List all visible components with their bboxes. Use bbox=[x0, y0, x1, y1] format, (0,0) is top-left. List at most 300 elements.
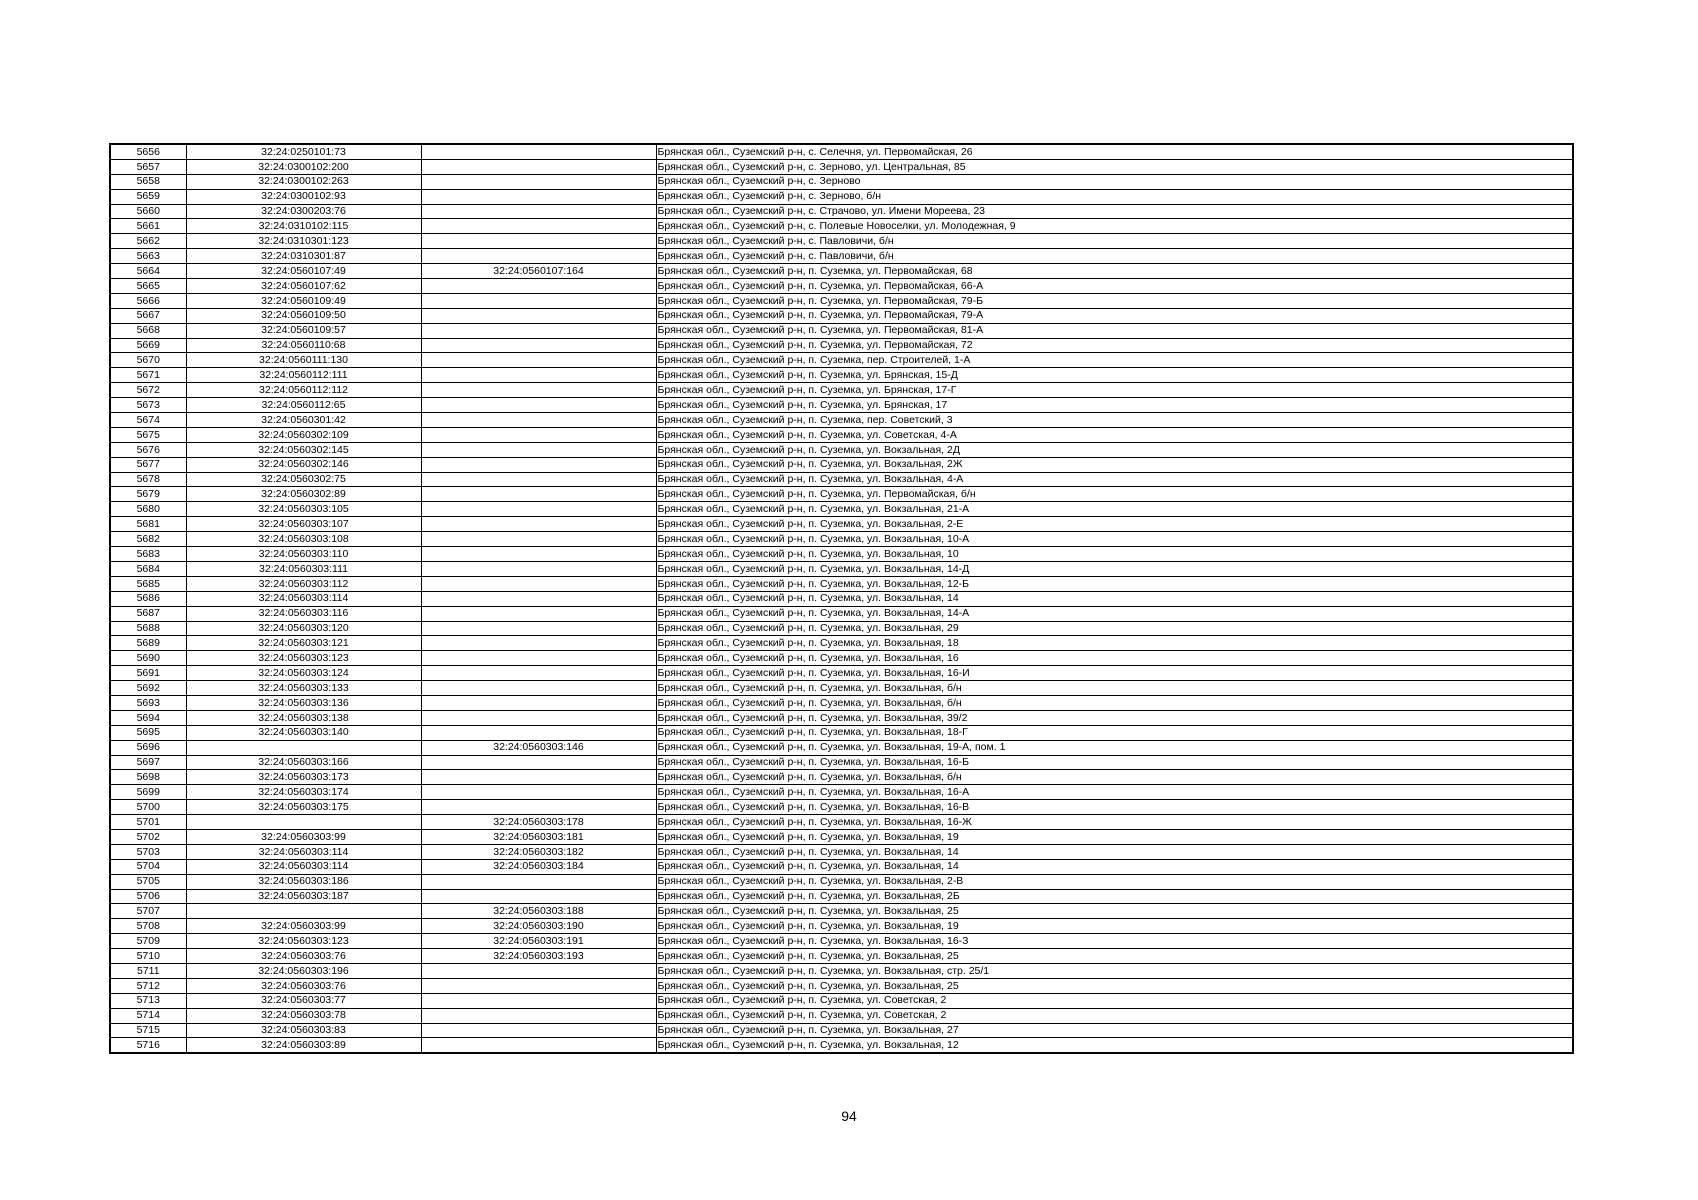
linked-cadastral-number-cell: 32:24:0560303:146 bbox=[421, 740, 656, 755]
row-number-cell: 5678 bbox=[110, 472, 186, 487]
linked-cadastral-number-cell bbox=[421, 517, 656, 532]
cadastral-number-cell: 32:24:0560303:83 bbox=[186, 1023, 421, 1038]
address-cell: Брянская обл., Суземский р-н, п. Суземка, ул. Вокзальная, 29 bbox=[656, 621, 1573, 636]
cadastral-number-cell: 32:24:0560112:112 bbox=[186, 383, 421, 398]
cadastral-number-cell: 32:24:0560111:130 bbox=[186, 353, 421, 368]
address-cell: Брянская обл., Суземский р-н, п. Суземка, ул. Вокзальная, 12-Б bbox=[656, 576, 1573, 591]
address-cell: Брянская обл., Суземский р-н, п. Суземка, ул. Вокзальная, 16-З bbox=[656, 934, 1573, 949]
row-number-cell: 5697 bbox=[110, 755, 186, 770]
cadastral-number-cell: 32:24:0310301:87 bbox=[186, 249, 421, 264]
cadastral-number-cell: 32:24:0560303:133 bbox=[186, 681, 421, 696]
registry-table bbox=[109, 143, 1574, 1054]
table-row bbox=[110, 1023, 1573, 1038]
cadastral-number-cell: 32:24:0560303:78 bbox=[186, 1008, 421, 1023]
address-cell: Брянская обл., Суземский р-н, п. Суземка, пер. Строителей, 1-А bbox=[656, 353, 1573, 368]
linked-cadastral-number-cell bbox=[421, 219, 656, 234]
row-number-cell: 5712 bbox=[110, 978, 186, 993]
address-cell: Брянская обл., Суземский р-н, п. Суземка, ул. Вокзальная, 16-А bbox=[656, 785, 1573, 800]
linked-cadastral-number-cell bbox=[421, 695, 656, 710]
cadastral-number-cell bbox=[186, 904, 421, 919]
linked-cadastral-number-cell bbox=[421, 457, 656, 472]
linked-cadastral-number-cell bbox=[421, 532, 656, 547]
table-row bbox=[110, 561, 1573, 576]
linked-cadastral-number-cell bbox=[421, 963, 656, 978]
row-number-cell: 5701 bbox=[110, 815, 186, 830]
address-cell: Брянская обл., Суземский р-н, п. Суземка, пер. Советский, 3 bbox=[656, 413, 1573, 428]
address-cell: Брянская обл., Суземский р-н, п. Суземка, ул. Первомайская, б/н bbox=[656, 487, 1573, 502]
address-cell: Брянская обл., Суземский р-н, п. Суземка, ул. Вокзальная, 19 bbox=[656, 919, 1573, 934]
address-cell: Брянская обл., Суземский р-н, п. Суземка, ул. Вокзальная, стр. 25/1 bbox=[656, 963, 1573, 978]
table-row bbox=[110, 844, 1573, 859]
address-cell: Брянская обл., Суземский р-н, с. Зерново, б/н bbox=[656, 189, 1573, 204]
row-number-cell: 5709 bbox=[110, 934, 186, 949]
address-cell: Брянская обл., Суземский р-н, с. Зерново, ул. Центральная, 85 bbox=[656, 159, 1573, 174]
address-cell: Брянская обл., Суземский р-н, п. Суземка, ул. Вокзальная, 16-Ж bbox=[656, 815, 1573, 830]
linked-cadastral-number-cell: 32:24:0560303:184 bbox=[421, 859, 656, 874]
address-cell: Брянская обл., Суземский р-н, п. Суземка, ул. Вокзальная, 16-В bbox=[656, 800, 1573, 815]
address-cell: Брянская обл., Суземский р-н, с. Селечня, ул. Первомайская, 26 bbox=[656, 144, 1573, 159]
linked-cadastral-number-cell bbox=[421, 606, 656, 621]
table-row bbox=[110, 547, 1573, 562]
table-row bbox=[110, 576, 1573, 591]
table-row bbox=[110, 963, 1573, 978]
address-cell: Брянская обл., Суземский р-н, с. Полевые Новоселки, ул. Молодежная, 9 bbox=[656, 219, 1573, 234]
address-cell: Брянская обл., Суземский р-н, с. Павловичи, б/н bbox=[656, 234, 1573, 249]
linked-cadastral-number-cell bbox=[421, 978, 656, 993]
cadastral-number-cell: 32:24:0560303:76 bbox=[186, 978, 421, 993]
linked-cadastral-number-cell bbox=[421, 338, 656, 353]
linked-cadastral-number-cell bbox=[421, 413, 656, 428]
cadastral-number-cell: 32:24:0560303:112 bbox=[186, 576, 421, 591]
cadastral-number-cell: 32:24:0560303:136 bbox=[186, 695, 421, 710]
row-number-cell: 5665 bbox=[110, 279, 186, 294]
linked-cadastral-number-cell bbox=[421, 204, 656, 219]
cadastral-number-cell: 32:24:0560303:76 bbox=[186, 949, 421, 964]
row-number-cell: 5714 bbox=[110, 1008, 186, 1023]
table-row bbox=[110, 323, 1573, 338]
table-row bbox=[110, 368, 1573, 383]
row-number-cell: 5677 bbox=[110, 457, 186, 472]
table-row bbox=[110, 725, 1573, 740]
table-row bbox=[110, 681, 1573, 696]
cadastral-number-cell: 32:24:0560303:123 bbox=[186, 934, 421, 949]
table-row bbox=[110, 710, 1573, 725]
address-cell: Брянская обл., Суземский р-н, п. Суземка, ул. Вокзальная, б/н bbox=[656, 770, 1573, 785]
address-cell: Брянская обл., Суземский р-н, с. Павловичи, б/н bbox=[656, 249, 1573, 264]
row-number-cell: 5674 bbox=[110, 413, 186, 428]
table-row bbox=[110, 442, 1573, 457]
address-cell: Брянская обл., Суземский р-н, с. Зерново bbox=[656, 174, 1573, 189]
row-number-cell: 5710 bbox=[110, 949, 186, 964]
address-cell: Брянская обл., Суземский р-н, п. Суземка, ул. Советская, 2 bbox=[656, 1008, 1573, 1023]
row-number-cell: 5671 bbox=[110, 368, 186, 383]
table-row bbox=[110, 189, 1573, 204]
address-cell: Брянская обл., Суземский р-н, п. Суземка, ул. Вокзальная, 27 bbox=[656, 1023, 1573, 1038]
linked-cadastral-number-cell bbox=[421, 144, 656, 159]
table-row bbox=[110, 457, 1573, 472]
address-cell: Брянская обл., Суземский р-н, п. Суземка, ул. Вокзальная, 18 bbox=[656, 636, 1573, 651]
address-cell: Брянская обл., Суземский р-н, п. Суземка, ул. Вокзальная, 14 bbox=[656, 591, 1573, 606]
linked-cadastral-number-cell bbox=[421, 755, 656, 770]
row-number-cell: 5675 bbox=[110, 427, 186, 442]
row-number-cell: 5708 bbox=[110, 919, 186, 934]
address-cell: Брянская обл., Суземский р-н, п. Суземка, ул. Вокзальная, 4-А bbox=[656, 472, 1573, 487]
table-row bbox=[110, 1008, 1573, 1023]
row-number-cell: 5700 bbox=[110, 800, 186, 815]
cadastral-number-cell: 32:24:0250101:73 bbox=[186, 144, 421, 159]
cadastral-number-cell: 32:24:0560303:108 bbox=[186, 532, 421, 547]
row-number-cell: 5690 bbox=[110, 651, 186, 666]
table-row bbox=[110, 949, 1573, 964]
table-row bbox=[110, 755, 1573, 770]
address-cell: Брянская обл., Суземский р-н, п. Суземка, ул. Вокзальная, 2Д bbox=[656, 442, 1573, 457]
linked-cadastral-number-cell bbox=[421, 785, 656, 800]
cadastral-number-cell: 32:24:0560303:116 bbox=[186, 606, 421, 621]
row-number-cell: 5668 bbox=[110, 323, 186, 338]
address-cell: Брянская обл., Суземский р-н, п. Суземка, ул. Вокзальная, 10 bbox=[656, 547, 1573, 562]
row-number-cell: 5656 bbox=[110, 144, 186, 159]
address-cell: Брянская обл., Суземский р-н, п. Суземка, ул. Вокзальная, 2-В bbox=[656, 874, 1573, 889]
cadastral-number-cell: 32:24:0560302:145 bbox=[186, 442, 421, 457]
row-number-cell: 5685 bbox=[110, 576, 186, 591]
table-row bbox=[110, 621, 1573, 636]
address-cell: Брянская обл., Суземский р-н, п. Суземка, ул. Брянская, 15-Д bbox=[656, 368, 1573, 383]
table-row bbox=[110, 427, 1573, 442]
row-number-cell: 5681 bbox=[110, 517, 186, 532]
row-number-cell: 5670 bbox=[110, 353, 186, 368]
table-row bbox=[110, 874, 1573, 889]
table-row bbox=[110, 353, 1573, 368]
linked-cadastral-number-cell bbox=[421, 1038, 656, 1053]
address-cell: Брянская обл., Суземский р-н, п. Суземка, ул. Первомайская, 79-А bbox=[656, 308, 1573, 323]
cadastral-number-cell: 32:24:0300102:263 bbox=[186, 174, 421, 189]
cadastral-number-cell: 32:24:0310301:123 bbox=[186, 234, 421, 249]
cadastral-number-cell: 32:24:0560301:42 bbox=[186, 413, 421, 428]
table-row bbox=[110, 695, 1573, 710]
linked-cadastral-number-cell bbox=[421, 561, 656, 576]
cadastral-number-cell: 32:24:0560303:120 bbox=[186, 621, 421, 636]
linked-cadastral-number-cell: 32:24:0560303:193 bbox=[421, 949, 656, 964]
table-row bbox=[110, 904, 1573, 919]
row-number-cell: 5702 bbox=[110, 829, 186, 844]
table-row bbox=[110, 279, 1573, 294]
table-row bbox=[110, 934, 1573, 949]
linked-cadastral-number-cell bbox=[421, 398, 656, 413]
table-row bbox=[110, 338, 1573, 353]
cadastral-number-cell: 32:24:0560112:65 bbox=[186, 398, 421, 413]
address-cell: Брянская обл., Суземский р-н, п. Суземка, ул. Вокзальная, 14 bbox=[656, 844, 1573, 859]
address-cell: Брянская обл., Суземский р-н, п. Суземка, ул. Вокзальная, 25 bbox=[656, 978, 1573, 993]
linked-cadastral-number-cell bbox=[421, 174, 656, 189]
linked-cadastral-number-cell bbox=[421, 770, 656, 785]
row-number-cell: 5680 bbox=[110, 502, 186, 517]
table-row bbox=[110, 978, 1573, 993]
row-number-cell: 5686 bbox=[110, 591, 186, 606]
linked-cadastral-number-cell bbox=[421, 874, 656, 889]
row-number-cell: 5666 bbox=[110, 293, 186, 308]
table-row bbox=[110, 889, 1573, 904]
row-number-cell: 5660 bbox=[110, 204, 186, 219]
row-number-cell: 5662 bbox=[110, 234, 186, 249]
address-cell: Брянская обл., Суземский р-н, п. Суземка, ул. Вокзальная, 14 bbox=[656, 859, 1573, 874]
table-row bbox=[110, 293, 1573, 308]
cadastral-number-cell: 32:24:0300203:76 bbox=[186, 204, 421, 219]
table-row bbox=[110, 234, 1573, 249]
linked-cadastral-number-cell bbox=[421, 1023, 656, 1038]
table-row bbox=[110, 487, 1573, 502]
linked-cadastral-number-cell bbox=[421, 353, 656, 368]
linked-cadastral-number-cell bbox=[421, 472, 656, 487]
address-cell: Брянская обл., Суземский р-н, п. Суземка, ул. Вокзальная, б/н bbox=[656, 681, 1573, 696]
cadastral-number-cell: 32:24:0560303:175 bbox=[186, 800, 421, 815]
cadastral-number-cell: 32:24:0560303:110 bbox=[186, 547, 421, 562]
linked-cadastral-number-cell bbox=[421, 442, 656, 457]
linked-cadastral-number-cell bbox=[421, 234, 656, 249]
address-cell: Брянская обл., Суземский р-н, п. Суземка, ул. Брянская, 17 bbox=[656, 398, 1573, 413]
table-row bbox=[110, 249, 1573, 264]
linked-cadastral-number-cell bbox=[421, 576, 656, 591]
address-cell: Брянская обл., Суземский р-н, п. Суземка, ул. Вокзальная, 21-А bbox=[656, 502, 1573, 517]
cadastral-number-cell: 32:24:0560303:107 bbox=[186, 517, 421, 532]
table-row bbox=[110, 472, 1573, 487]
linked-cadastral-number-cell: 32:24:0560303:182 bbox=[421, 844, 656, 859]
row-number-cell: 5658 bbox=[110, 174, 186, 189]
address-cell: Брянская обл., Суземский р-н, п. Суземка, ул. Вокзальная, 25 bbox=[656, 949, 1573, 964]
linked-cadastral-number-cell bbox=[421, 368, 656, 383]
address-cell: Брянская обл., Суземский р-н, п. Суземка, ул. Вокзальная, 16-И bbox=[656, 666, 1573, 681]
table-row bbox=[110, 532, 1573, 547]
row-number-cell: 5696 bbox=[110, 740, 186, 755]
table-row bbox=[110, 815, 1573, 830]
row-number-cell: 5707 bbox=[110, 904, 186, 919]
linked-cadastral-number-cell bbox=[421, 681, 656, 696]
linked-cadastral-number-cell bbox=[421, 651, 656, 666]
address-cell: Брянская обл., Суземский р-н, п. Суземка, ул. Вокзальная, 2-Е bbox=[656, 517, 1573, 532]
linked-cadastral-number-cell bbox=[421, 725, 656, 740]
linked-cadastral-number-cell: 32:24:0560303:190 bbox=[421, 919, 656, 934]
row-number-cell: 5694 bbox=[110, 710, 186, 725]
address-cell: Брянская обл., Суземский р-н, п. Суземка, ул. Вокзальная, 19-А, пом. 1 bbox=[656, 740, 1573, 755]
row-number-cell: 5672 bbox=[110, 383, 186, 398]
cadastral-number-cell: 32:24:0560303:89 bbox=[186, 1038, 421, 1053]
cadastral-number-cell: 32:24:0560303:111 bbox=[186, 561, 421, 576]
address-cell: Брянская обл., Суземский р-н, п. Суземка, ул. Советская, 4-А bbox=[656, 427, 1573, 442]
linked-cadastral-number-cell bbox=[421, 249, 656, 264]
linked-cadastral-number-cell bbox=[421, 323, 656, 338]
linked-cadastral-number-cell bbox=[421, 427, 656, 442]
row-number-cell: 5716 bbox=[110, 1038, 186, 1053]
address-cell: Брянская обл., Суземский р-н, с. Страчово, ул. Имени Мореева, 23 bbox=[656, 204, 1573, 219]
row-number-cell: 5691 bbox=[110, 666, 186, 681]
table-row bbox=[110, 666, 1573, 681]
table-row bbox=[110, 785, 1573, 800]
linked-cadastral-number-cell bbox=[421, 636, 656, 651]
cadastral-number-cell: 32:24:0560303:166 bbox=[186, 755, 421, 770]
address-cell: Брянская обл., Суземский р-н, п. Суземка, ул. Вокзальная, 12 bbox=[656, 1038, 1573, 1053]
cadastral-number-cell: 32:24:0560303:114 bbox=[186, 859, 421, 874]
linked-cadastral-number-cell bbox=[421, 547, 656, 562]
cadastral-number-cell: 32:24:0560303:196 bbox=[186, 963, 421, 978]
linked-cadastral-number-cell bbox=[421, 889, 656, 904]
linked-cadastral-number-cell bbox=[421, 591, 656, 606]
table-row bbox=[110, 502, 1573, 517]
cadastral-number-cell: 32:24:0300102:93 bbox=[186, 189, 421, 204]
address-cell: Брянская обл., Суземский р-н, п. Суземка, ул. Вокзальная, 18-Г bbox=[656, 725, 1573, 740]
address-cell: Брянская обл., Суземский р-н, п. Суземка, ул. Первомайская, 68 bbox=[656, 264, 1573, 279]
row-number-cell: 5693 bbox=[110, 695, 186, 710]
row-number-cell: 5705 bbox=[110, 874, 186, 889]
row-number-cell: 5704 bbox=[110, 859, 186, 874]
row-number-cell: 5687 bbox=[110, 606, 186, 621]
row-number-cell: 5713 bbox=[110, 993, 186, 1008]
address-cell: Брянская обл., Суземский р-н, п. Суземка, ул. Вокзальная, 16-Б bbox=[656, 755, 1573, 770]
table-row bbox=[110, 159, 1573, 174]
table-row bbox=[110, 308, 1573, 323]
linked-cadastral-number-cell: 32:24:0560107:164 bbox=[421, 264, 656, 279]
linked-cadastral-number-cell bbox=[421, 800, 656, 815]
table-row bbox=[110, 829, 1573, 844]
cadastral-number-cell: 32:24:0560109:49 bbox=[186, 293, 421, 308]
table-row bbox=[110, 919, 1573, 934]
table-row bbox=[110, 800, 1573, 815]
cadastral-number-cell: 32:24:0310102:115 bbox=[186, 219, 421, 234]
address-cell: Брянская обл., Суземский р-н, п. Суземка, ул. Вокзальная, 2Б bbox=[656, 889, 1573, 904]
linked-cadastral-number-cell bbox=[421, 487, 656, 502]
cadastral-number-cell: 32:24:0560303:105 bbox=[186, 502, 421, 517]
address-cell: Брянская обл., Суземский р-н, п. Суземка, ул. Советская, 2 bbox=[656, 993, 1573, 1008]
cadastral-number-cell: 32:24:0560303:124 bbox=[186, 666, 421, 681]
address-cell: Брянская обл., Суземский р-н, п. Суземка, ул. Вокзальная, 25 bbox=[656, 904, 1573, 919]
cadastral-number-cell bbox=[186, 815, 421, 830]
linked-cadastral-number-cell: 32:24:0560303:188 bbox=[421, 904, 656, 919]
row-number-cell: 5669 bbox=[110, 338, 186, 353]
row-number-cell: 5659 bbox=[110, 189, 186, 204]
table-row bbox=[110, 517, 1573, 532]
address-cell: Брянская обл., Суземский р-н, п. Суземка, ул. Первомайская, 81-А bbox=[656, 323, 1573, 338]
linked-cadastral-number-cell bbox=[421, 293, 656, 308]
row-number-cell: 5703 bbox=[110, 844, 186, 859]
table-row bbox=[110, 1038, 1573, 1053]
row-number-cell: 5711 bbox=[110, 963, 186, 978]
row-number-cell: 5688 bbox=[110, 621, 186, 636]
cadastral-number-cell: 32:24:0560302:146 bbox=[186, 457, 421, 472]
cadastral-number-cell: 32:24:0560303:123 bbox=[186, 651, 421, 666]
cadastral-number-cell: 32:24:0560109:57 bbox=[186, 323, 421, 338]
linked-cadastral-number-cell bbox=[421, 993, 656, 1008]
table-row bbox=[110, 204, 1573, 219]
row-number-cell: 5682 bbox=[110, 532, 186, 547]
table-row bbox=[110, 398, 1573, 413]
row-number-cell: 5689 bbox=[110, 636, 186, 651]
table-row bbox=[110, 144, 1573, 159]
table-row bbox=[110, 413, 1573, 428]
table-row bbox=[110, 859, 1573, 874]
cadastral-number-cell: 32:24:0560303:174 bbox=[186, 785, 421, 800]
row-number-cell: 5698 bbox=[110, 770, 186, 785]
linked-cadastral-number-cell bbox=[421, 308, 656, 323]
linked-cadastral-number-cell bbox=[421, 621, 656, 636]
row-number-cell: 5673 bbox=[110, 398, 186, 413]
table-row bbox=[110, 636, 1573, 651]
address-cell: Брянская обл., Суземский р-н, п. Суземка, ул. Первомайская, 72 bbox=[656, 338, 1573, 353]
address-cell: Брянская обл., Суземский р-н, п. Суземка, ул. Вокзальная, 2Ж bbox=[656, 457, 1573, 472]
address-cell: Брянская обл., Суземский р-н, п. Суземка, ул. Вокзальная, 19 bbox=[656, 829, 1573, 844]
address-cell: Брянская обл., Суземский р-н, п. Суземка, ул. Вокзальная, 10-А bbox=[656, 532, 1573, 547]
table-row bbox=[110, 591, 1573, 606]
address-cell: Брянская обл., Суземский р-н, п. Суземка, ул. Вокзальная, 39/2 bbox=[656, 710, 1573, 725]
cadastral-number-cell bbox=[186, 740, 421, 755]
table-row bbox=[110, 174, 1573, 189]
cadastral-number-cell: 32:24:0560107:62 bbox=[186, 279, 421, 294]
cadastral-number-cell: 32:24:0560303:77 bbox=[186, 993, 421, 1008]
cadastral-number-cell: 32:24:0300102:200 bbox=[186, 159, 421, 174]
cadastral-number-cell: 32:24:0560303:121 bbox=[186, 636, 421, 651]
cadastral-number-cell: 32:24:0560303:99 bbox=[186, 829, 421, 844]
linked-cadastral-number-cell bbox=[421, 159, 656, 174]
linked-cadastral-number-cell bbox=[421, 383, 656, 398]
cadastral-number-cell: 32:24:0560303:114 bbox=[186, 844, 421, 859]
cadastral-number-cell: 32:24:0560303:138 bbox=[186, 710, 421, 725]
linked-cadastral-number-cell bbox=[421, 1008, 656, 1023]
address-cell: Брянская обл., Суземский р-н, п. Суземка, ул. Вокзальная, 14-А bbox=[656, 606, 1573, 621]
table-row bbox=[110, 740, 1573, 755]
linked-cadastral-number-cell bbox=[421, 279, 656, 294]
cadastral-number-cell: 32:24:0560303:187 bbox=[186, 889, 421, 904]
cadastral-number-cell: 32:24:0560107:49 bbox=[186, 264, 421, 279]
row-number-cell: 5684 bbox=[110, 561, 186, 576]
address-cell: Брянская обл., Суземский р-н, п. Суземка, ул. Брянская, 17-Г bbox=[656, 383, 1573, 398]
linked-cadastral-number-cell bbox=[421, 710, 656, 725]
cadastral-number-cell: 32:24:0560303:140 bbox=[186, 725, 421, 740]
linked-cadastral-number-cell bbox=[421, 189, 656, 204]
cadastral-number-cell: 32:24:0560303:99 bbox=[186, 919, 421, 934]
table-row bbox=[110, 606, 1573, 621]
row-number-cell: 5706 bbox=[110, 889, 186, 904]
table-row bbox=[110, 383, 1573, 398]
row-number-cell: 5657 bbox=[110, 159, 186, 174]
cadastral-number-cell: 32:24:0560303:173 bbox=[186, 770, 421, 785]
row-number-cell: 5664 bbox=[110, 264, 186, 279]
cadastral-number-cell: 32:24:0560303:114 bbox=[186, 591, 421, 606]
row-number-cell: 5661 bbox=[110, 219, 186, 234]
linked-cadastral-number-cell: 32:24:0560303:181 bbox=[421, 829, 656, 844]
address-cell: Брянская обл., Суземский р-н, п. Суземка, ул. Первомайская, 79-Б bbox=[656, 293, 1573, 308]
row-number-cell: 5679 bbox=[110, 487, 186, 502]
cadastral-number-cell: 32:24:0560302:109 bbox=[186, 427, 421, 442]
cadastral-number-cell: 32:24:0560110:68 bbox=[186, 338, 421, 353]
row-number-cell: 5667 bbox=[110, 308, 186, 323]
row-number-cell: 5692 bbox=[110, 681, 186, 696]
address-cell: Брянская обл., Суземский р-н, п. Суземка, ул. Вокзальная, 16 bbox=[656, 651, 1573, 666]
table-row bbox=[110, 993, 1573, 1008]
linked-cadastral-number-cell bbox=[421, 502, 656, 517]
registry-table-body bbox=[110, 144, 1573, 1053]
cadastral-number-cell: 32:24:0560109:50 bbox=[186, 308, 421, 323]
address-cell: Брянская обл., Суземский р-н, п. Суземка, ул. Вокзальная, б/н bbox=[656, 695, 1573, 710]
table-row bbox=[110, 651, 1573, 666]
address-cell: Брянская обл., Суземский р-н, п. Суземка, ул. Вокзальная, 14-Д bbox=[656, 561, 1573, 576]
linked-cadastral-number-cell: 32:24:0560303:178 bbox=[421, 815, 656, 830]
linked-cadastral-number-cell bbox=[421, 666, 656, 681]
cadastral-number-cell: 32:24:0560302:89 bbox=[186, 487, 421, 502]
cadastral-number-cell: 32:24:0560303:186 bbox=[186, 874, 421, 889]
page-number: 94 bbox=[841, 1108, 857, 1124]
row-number-cell: 5695 bbox=[110, 725, 186, 740]
table-row bbox=[110, 219, 1573, 234]
row-number-cell: 5699 bbox=[110, 785, 186, 800]
cadastral-number-cell: 32:24:0560302:75 bbox=[186, 472, 421, 487]
address-cell: Брянская обл., Суземский р-н, п. Суземка, ул. Первомайская, 66-А bbox=[656, 279, 1573, 294]
